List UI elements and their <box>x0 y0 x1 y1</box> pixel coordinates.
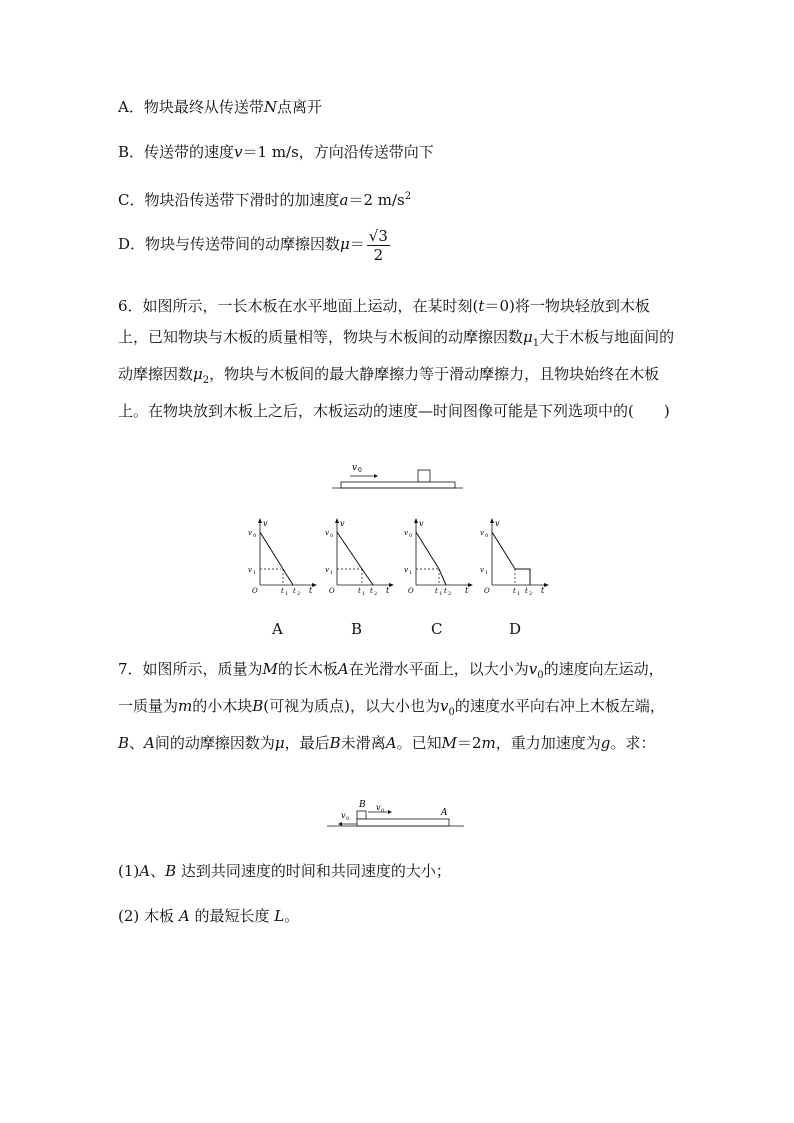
svg-text:0: 0 <box>485 533 489 539</box>
svg-text:0: 0 <box>409 533 413 539</box>
velocity-curve <box>260 532 293 585</box>
svg-text:0: 0 <box>253 533 257 539</box>
graph-option-d-label: D <box>509 620 522 638</box>
svg-text:0: 0 <box>346 816 350 822</box>
svg-text:2: 2 <box>297 591 301 595</box>
y-arrowhead <box>335 518 339 523</box>
question-7-part-1: (1)A、B 达到共同速度的时间和共同速度的大小； <box>118 862 451 880</box>
option-5b: B．传送带的速度v＝1 m/s，方向沿传送带向下 <box>118 143 434 161</box>
svg-text:0: 0 <box>358 467 362 474</box>
a-arrowhead <box>338 822 342 826</box>
svg-text:v: v <box>325 529 329 537</box>
svg-text:1: 1 <box>330 570 334 576</box>
question-6-text: 6．如图所示，一长木板在水平地面上运动，在某时刻(t＝0)将一物块轻放到木板上，已知物块与木板的质量相等，物块与木板间的动摩擦因数$\mu_1$大于木板与地面间的动摩擦因数$\mu_2$，物块与木板间的最大静摩擦力等于滑动摩擦力，且物块始终在木板上。在物块放到木板上之后，木板运动的速度—时间图像可能是下列选项中的( ) <box>118 297 675 420</box>
svg-text:v: v <box>480 529 484 537</box>
svg-text:t: t <box>293 587 296 595</box>
svg-text:v: v <box>480 566 484 574</box>
arrowhead <box>374 474 378 478</box>
svg-text:t: t <box>465 586 469 595</box>
svg-text:v: v <box>495 519 500 528</box>
svg-text:v: v <box>404 529 408 537</box>
svg-text:0: 0 <box>330 533 334 539</box>
svg-text:v: v <box>263 519 268 528</box>
velocity-curve <box>337 532 373 585</box>
option-5d: D．物块与传送带间的动摩擦因数μ＝ $\frac{√3}{2}$ <box>118 226 388 264</box>
graph-option-a-label: A <box>272 620 283 638</box>
svg-text:t: t <box>541 586 545 595</box>
svg-text:v: v <box>341 811 346 820</box>
block-b <box>357 811 366 819</box>
vt-graph-b <box>323 515 398 595</box>
y-arrowhead <box>414 518 418 523</box>
svg-text:t: t <box>309 586 313 595</box>
svg-text:2: 2 <box>448 591 452 595</box>
svg-text:O: O <box>408 587 414 595</box>
svg-text:1: 1 <box>439 591 443 595</box>
velocity-curve <box>492 532 530 585</box>
x-arrowhead <box>468 583 473 587</box>
x-arrowhead <box>389 583 394 587</box>
svg-text:1: 1 <box>517 591 521 595</box>
svg-text:v: v <box>248 529 252 537</box>
svg-text:t: t <box>281 587 284 595</box>
fraction-sqrt3-over-2: $\frac{√3}{2}$ <box>368 226 388 264</box>
graph-option-c-label: C <box>431 620 443 638</box>
figure-v0-label: v <box>352 463 358 473</box>
svg-text:v: v <box>404 566 408 574</box>
svg-text:2: 2 <box>529 591 533 595</box>
y-arrowhead <box>258 518 262 523</box>
figure-board-a-block-b <box>324 797 466 835</box>
svg-text:v: v <box>376 803 381 812</box>
svg-text:1: 1 <box>409 570 413 576</box>
svg-text:t: t <box>525 587 528 595</box>
question-7-text: 7．如图所示，质量为M的长木板A在光滑水平面上，以大小为$v_0$的速度向左运动，一质量为m的小木块B(可视为质点)，以大小也为$v_0$的速度水平向右冲上木板左端，B、A间的动摩擦因数为μ，最后B未滑离A。已知M＝2m，重力加速度为g。求： <box>118 660 665 752</box>
question-7-part-2: (2) 木板 A 的最短长度 L。 <box>118 907 300 925</box>
long-board <box>341 482 455 488</box>
vt-graph-c <box>402 515 477 595</box>
svg-text:0: 0 <box>381 808 385 814</box>
svg-text:t: t <box>370 587 373 595</box>
vt-graph-d <box>478 515 553 595</box>
figure-board-block <box>330 460 465 495</box>
svg-text:t: t <box>444 587 447 595</box>
svg-text:v: v <box>325 566 329 574</box>
svg-text:v: v <box>419 519 424 528</box>
svg-text:B: B <box>359 800 366 810</box>
svg-text:1: 1 <box>253 570 257 576</box>
x-arrowhead <box>312 583 317 587</box>
velocity-curve <box>416 532 446 585</box>
svg-text:t: t <box>435 587 438 595</box>
svg-text:O: O <box>252 587 258 595</box>
svg-text:v: v <box>340 519 345 528</box>
svg-text:2: 2 <box>374 591 378 595</box>
svg-text:O: O <box>329 587 335 595</box>
board-a <box>357 819 449 826</box>
svg-text:1: 1 <box>362 591 366 595</box>
svg-text:v: v <box>248 566 252 574</box>
block <box>418 470 430 482</box>
option-5a: A．物块最终从传送带N点离开 <box>118 98 322 116</box>
b-arrowhead <box>388 810 392 814</box>
svg-text:A: A <box>441 808 448 818</box>
x-arrowhead <box>544 583 549 587</box>
svg-text:t: t <box>386 586 390 595</box>
vt-graph-a <box>246 515 321 595</box>
option-5c: C．物块沿传送带下滑时的加速度a＝2 $m/s^2$ <box>118 191 412 209</box>
svg-text:O: O <box>484 587 490 595</box>
svg-text:t: t <box>358 587 361 595</box>
y-arrowhead <box>490 518 494 523</box>
svg-text:1: 1 <box>285 591 289 595</box>
svg-text:1: 1 <box>485 570 489 576</box>
svg-text:t: t <box>513 587 516 595</box>
graph-option-b-label: B <box>351 620 363 638</box>
